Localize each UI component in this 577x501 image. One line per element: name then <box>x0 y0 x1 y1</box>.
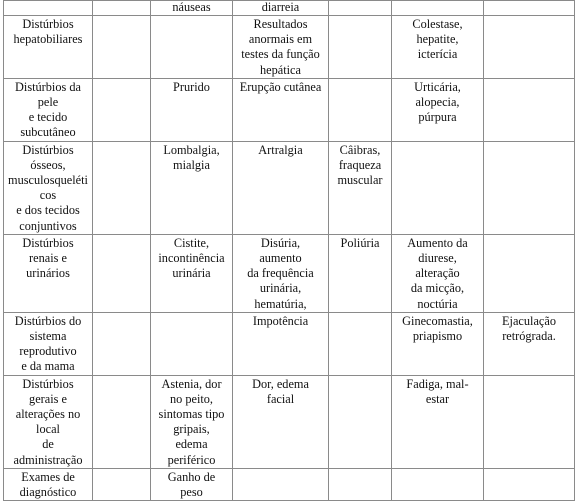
table-cell <box>329 375 392 468</box>
table-cell <box>392 141 484 234</box>
table-cell: Dor, edema facial <box>233 375 329 468</box>
table-row <box>4 78 575 141</box>
table-row <box>4 312 575 375</box>
row-label: Distúrbios renais e urinários <box>4 234 93 312</box>
table-cell: Ginecomastia, priapismo <box>392 312 484 375</box>
table-cell <box>484 234 575 312</box>
table-cell <box>93 375 151 468</box>
table-cell <box>329 78 392 141</box>
table-cell: Ejaculação retrógrada. <box>484 312 575 375</box>
table-cell: Fadiga, mal- estar <box>392 375 484 468</box>
table-cell: Erupção cutânea <box>233 78 329 141</box>
table-cell <box>484 78 575 141</box>
table-cell: Lombalgia, mialgia <box>151 141 233 234</box>
adverse-reactions-table <box>3 0 575 501</box>
table-cell <box>93 468 151 500</box>
table-row <box>4 141 575 234</box>
table-cell: Cistite, incontinência urinária <box>151 234 233 312</box>
table-row <box>4 375 575 468</box>
table-cell: Câibras, fraqueza muscular <box>329 141 392 234</box>
table-cell <box>484 468 575 500</box>
table-cell <box>329 468 392 500</box>
table-cell <box>329 1 392 16</box>
table-cell <box>93 16 151 79</box>
table-cell <box>93 141 151 234</box>
table-cell <box>329 16 392 79</box>
table-cell <box>151 312 233 375</box>
row-label: Exames de diagnóstico <box>4 468 93 500</box>
table-row <box>4 1 575 16</box>
table-cell <box>484 375 575 468</box>
table-cell <box>484 1 575 16</box>
table-cell <box>233 468 329 500</box>
table-cell <box>392 468 484 500</box>
table-cell: Disúria, aumento da frequência urinária, hematúria, <box>233 234 329 312</box>
row-label: Distúrbios da pele e tecido subcutâneo <box>4 78 93 141</box>
table-cell: Urticária, alopecia, púrpura <box>392 78 484 141</box>
table-row <box>4 468 575 500</box>
table-cell: Astenia, dor no peito, sintomas tipo gripais, edema periférico <box>151 375 233 468</box>
table-row <box>4 16 575 79</box>
table-cell: náuseas <box>151 1 233 16</box>
table-cell <box>93 234 151 312</box>
row-label: Distúrbios hepatobiliares <box>4 16 93 79</box>
row-label <box>4 1 93 16</box>
table-cell <box>329 312 392 375</box>
table-cell <box>93 312 151 375</box>
table-cell: Aumento da diurese, alteração da micção, noctúria <box>392 234 484 312</box>
table-cell: diarreia <box>233 1 329 16</box>
row-label: Distúrbios gerais e alterações no local de administração <box>4 375 93 468</box>
table-cell: Impotência <box>233 312 329 375</box>
table-cell: Resultados anormais em testes da função hepática <box>233 16 329 79</box>
table-cell: Artralgia <box>233 141 329 234</box>
table-cell <box>151 16 233 79</box>
table-cell <box>484 141 575 234</box>
table-cell: Prurido <box>151 78 233 141</box>
table-row <box>4 234 575 312</box>
table-cell: Ganho de peso <box>151 468 233 500</box>
table-cell <box>93 78 151 141</box>
row-label: Distúrbios ósseos, musculosqueléti cos e dos tecidos conjuntivos <box>4 141 93 234</box>
table-cell: Colestase, hepatite, icterícia <box>392 16 484 79</box>
table-cell <box>484 16 575 79</box>
table-cell <box>93 1 151 16</box>
table-cell <box>392 1 484 16</box>
row-label: Distúrbios do sistema reprodutivo e da mama <box>4 312 93 375</box>
table-cell: Poliúria <box>329 234 392 312</box>
